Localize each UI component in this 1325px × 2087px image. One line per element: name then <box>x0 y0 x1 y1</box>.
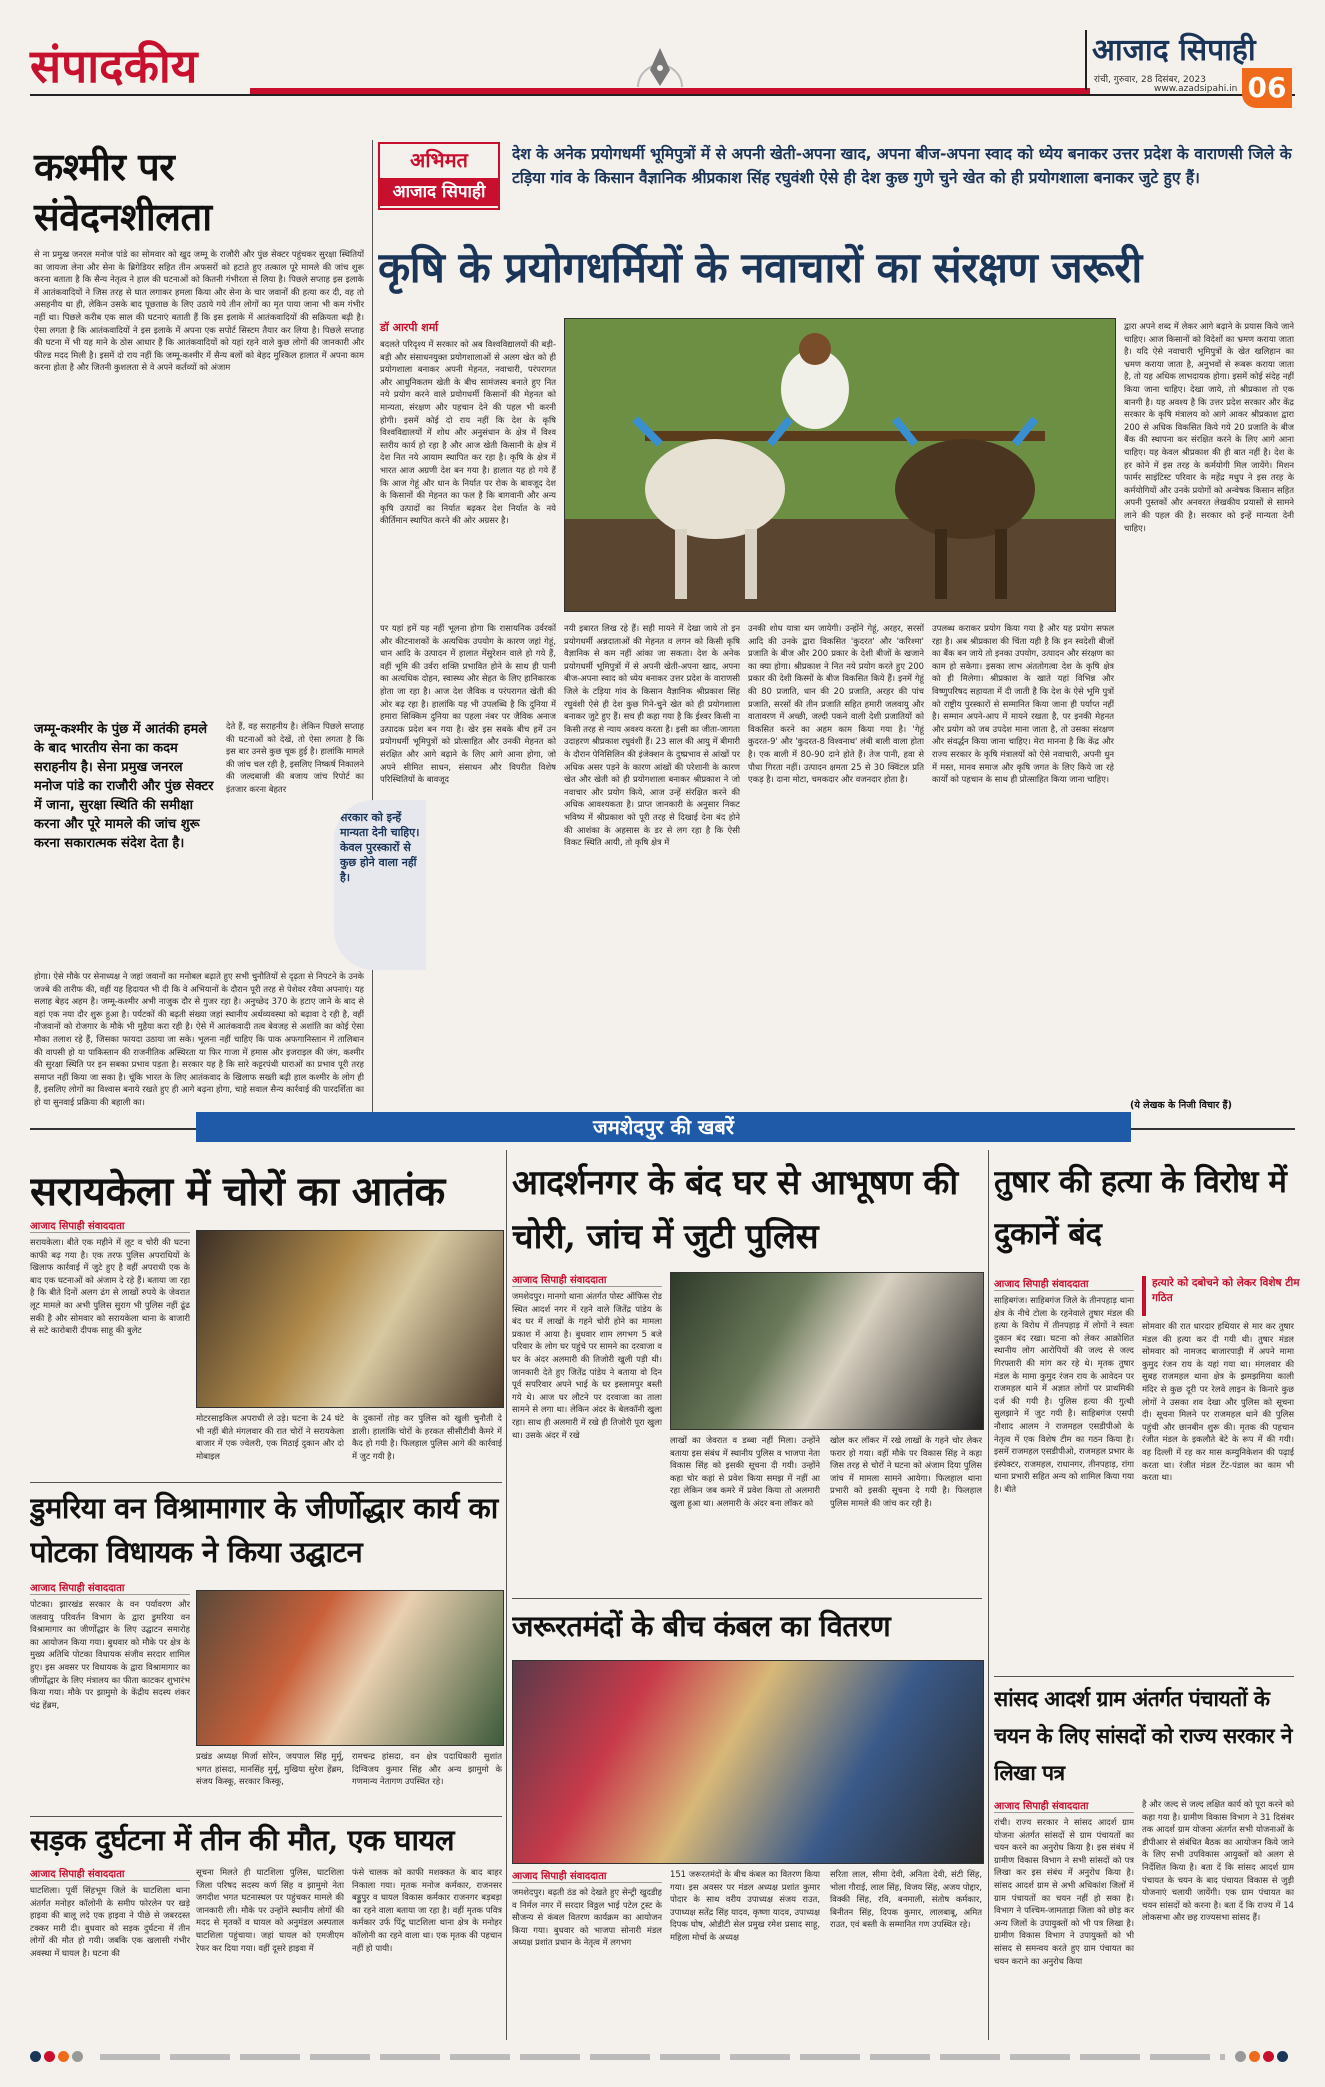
news3-body: घाटशिला। पूर्वी सिंहभूम जिले के घाटशिला थाना अंतर्गत मनोहर कॉलोनी के समीप फोरलेन पर खड़े हाइवा की बालू लदे एक हाइवा ने पीछे से जबरदस्त टक्कर मारी दी। बुधवार को सड़क दुर्घटना में तीन लोगों की मौत हो गयी। जबकि एक खलासी गंभीर अवस्था में घायल है। घटना की <box>30 1885 190 1958</box>
section-title: संपादकीय <box>30 39 198 93</box>
paper-name: आजाद सिपाही <box>1092 33 1256 68</box>
news5-body: जमशेदपुर। बढ़ती ठंड को देखते हुए सेन्ट्री खुदडीह व निर्मल नगर में सरदार विठ्ठल भाई पटेल ट्रस्ट के सौजन्य से कंबल वितरण कार्यक्रम का आयोजन किया गया। बुधवार को भाजपा सोनारी मंडल अध्यक्ष प्रशांत प्रधान के नेतृत्व में लगभग <box>512 1887 662 1948</box>
masthead <box>30 28 1295 118</box>
news2-body: पोटका। झारखंड सरकार के वन पर्यावरण और जलवायु परिवर्तन विभाग के द्वारा डुमरिया वन विश्रामागार का जीर्णोद्धार के लिए उद्घाटन समारोह का आयोजन किया गया। बुधवार को मौके पर क्षेत्र के मुख्य अतिथि पोटका विधायक संजीव सरदार शामिल हुए। इस अवसर पर विधायक के द्वारा विश्रामागार का जीर्णोद्धार के लिए मंत्रालय का फीता काटकर शुभारंभ किया गया। मौके पर झामुमो के केंद्रीय सदस्य शंकर चंद्र हेंब्रम, <box>30 1599 190 1710</box>
news7-byline: आजाद सिपाही संवाददाता <box>994 1798 1134 1813</box>
news2-body2: प्रखंड अध्यक्ष मिर्जा सोरेन, जयपाल सिंह मुर्मू, भगत हांसदा, मानसिंह मुर्मू, मुखिया सुरेश हेंब्रम, संजय किस्कू, सरकार किस्कू, <box>196 1751 344 1787</box>
news7-body2: है और जल्द से जल्द लक्षित कार्य को पूरा करने को कहा गया है। ग्रामीण विकास विभाग ने 31 दिसंबर तक आदर्श ग्राम योजना अंतर्गत सभी योजनाओं के डीपीआर से संबंधित बैठक का आयोजन किये जाने के लिए सभी उपविकास आयुक्तों को अलग से निर्देशित किया है। बता दें कि सांसद आदर्श ग्राम पंचायत के चयन के बाद पंचायत विकास से जुड़ी योजनाएं चलायी जायेंगी। एक ग्राम पंचायत का चयन सांसदों को करना है। बता दें कि राज्य में 14 लोकसभा और छह राज्यसभा सांसद हैं। <box>1142 1799 1294 1923</box>
editorial-title-line2: संवेदनशीलता <box>34 194 212 239</box>
news7-headline: सांसद आदर्श ग्राम अंतर्गत पंचायतों के चयन के लिए सांसदों को राज्य सरकार ने लिखा पत्र <box>994 1686 1293 1785</box>
news6-highlight: हत्यारे को दबोचने को लेकर विशेष टीम गठित <box>1142 1276 1300 1316</box>
news4-body3: खोल कर लॉकर में रखे लाखों के गहने चोर लेकर फरार हो गया। वहीं मौके पर विकास सिंह ने कहा जिस तरह से चोरों ने घटना को अंजाम दिया पुलिस जांच में मामला सामने आयेगा। फिलहाल थाना प्रभारी को इसकी सूचना दे गयी है। फिलहाल पुलिस मामले की जांच कर रही है। <box>830 1435 982 1508</box>
opinion-col1b: पर यहां हमें यह नहीं भूलना होगा कि रासायनिक उर्वरकों और कीटनाशकों के अत्यधिक उपयोग के कारण जहां गेहूं, धान आदि के उत्पादन में हालात मेंसुरेशन वाले हो गये हैं, वहीं भूमि की उर्वरा शक्ति प्रभावित होने के साथ ही पानी का अत्यधिक दोहन, स्वास्थ्य और सेहत के लिए हानिकारक होता जा रहा है। आज देश जैविक व परंपरागत खेती की ओर बढ़ रहा है। हालांकि यह भी उपलब्धि है कि दुनिया में हमारा सिक्किम दुनिया का पहला नंबर पर जैविक अनाज उत्पादक प्रदेश बन गया है। खेर इस सबके बीच हमें उन प्रयोगधर्मी भूमिपुत्रों को प्रोत्साहित और उनकी मेहनत को संरक्षित और आगे बढ़ाने के लिए आगे आना होगा, जो अपने सीमित साधन, संसाधन और विपरीत विशेष परिस्थितियों के बावजूद <box>380 623 556 785</box>
editorial-pullquote: जम्मू-कश्मीर के पुंछ में आतंकी हमले के बाद भारतीय सेना का कदम सराहनीय है। सेना प्रमुख जनरल मनोज पांडे का राजौरी और पुंछ सेक्टर में जाना, सुरक्षा स्थिति की समीक्षा करना और पूरे मामले की जांच शुरू करना सकारात्मक संदेश देता है। <box>34 722 214 851</box>
opinion-tag-bottom: आजाद सिपाही <box>380 178 498 206</box>
news2-body3: रामचन्द्र हांसदा, वन क्षेत्र पदाधिकारी सुशांत दिग्विजय कुमार सिंह और अन्य झामुमो के गणमान्य नेतागण उपस्थित रहे। <box>352 1751 502 1787</box>
news6-body2: सोमवार की रात धारदार हथियार से मार कर तुषार मंडल की हत्या कर दी गयी थी। तुषार मंडल सोमवार को नामजद बाजारपाड़ी में अपने मामा कुमुद रंजन राय के यहां गया था। मंगलवार की सुबह राजमहल थाना क्षेत्र के झमझमिया काली मंदिर से कुछ दूरी पर रेलवे लाइन के किनारे कुछ लोगों ने उसका शव देखा और पुलिस को सूचना दी। सूचना मिलने पर राजमहल थाने की पुलिस पहुंची और छानबीन शुरू की। मृतक की पहचान रंजीत मंडल के इकलौते बेटे के रूप में की गयी। वह दिल्ली में रह कर मास कम्युनिकेशन की पढ़ाई करता था। रंजीत मंडल टेंट-पंडाल का काम भी करता था। <box>1142 1321 1294 1483</box>
news2-divider <box>30 1816 502 1817</box>
editorial-title-line1: कश्मीर पर <box>34 144 175 189</box>
news4-body2: लाखों का जेवरात व डब्बा नहीं मिला। उन्होंने बताया इस संबंध में स्थानीय पुलिस व भाजपा नेता विकास सिंह को इसकी सूचना दी गयी। उन्होंने कहा चोर कहां से प्रवेश किया समझ में नहीं आ रहा लेकिन जब कमरे में प्रवेश किया तो अलमारी खुला हुआ था। अलमारी के अंदर बना लॉकर को <box>670 1435 820 1508</box>
editorial <box>30 140 370 1130</box>
editorial-body-1: से ना प्रमुख जनरल मनोज पांडे का सोमवार को खुद जम्मू के राजौरी और पुंछ सेक्टर पहुंचकर सुरक्षा स्थितियों का जायजा लेना और सेना के ब्रिगेडियर सहित तीन अफसरों को हटाते हुए तत्काल पूरे मामले की जांच शुरू करना बताता है कि सैन्य नेतृत्व ने हाल की घटनाओं को कितनी गंभीरता से लिया है। पिछले सप्ताह इस इलाके में आतंकवादियों ने जिस तरह से घात लगाकर हमला किया और सेना के चार जवानों की हत्या कर दी, वह तो असहनीय था ही, लेकिन उसके बाद पूछताछ के लिए उठाये गये तीन लोगों का मृत पाया जाना भी कम गंभीर नहीं था। पिछले करीब एक साल की घटनाएं बताती हैं कि इस इलाके में आतंकवादियों की सक्रियता बढ़ी है। ऐसा लगता है कि आतंकवादियों ने इस इलाके में अपना एक सपोर्ट सिस्टम तैयार कर लिया है। पिछले सप्ताह की घटना में भी यह माने के ठोस आधार हैं कि आतंकवादियों को यहां रहने वाले कुछ लोगों की जानकारी और फील्ड मदद मिली है। इसमें दो राय नहीं कि जम्मू-कश्मीर में सैन्य बलों को बेहद मुश्किल हालात में अपना काम करना होता है और जितनी कुशलता से वे अपने कर्तव्यों को अंजाम <box>34 249 364 373</box>
news1-headline: सरायकेला में चोरों का आतंक <box>30 1168 445 1215</box>
news1-body3: के दुकानों तोड़ कर पुलिस को खुली चुनौती दे डाली। हालांकि चोरों के हरकत सीसीटीवी कैमरे में कैद हो गयी है। फिलहाल पुलिस आगे की कार्रवाई में जुट गयी है। <box>352 1413 502 1461</box>
news3-body2: सूचना मिलते ही घाटशिला पुलिस, घाटशिला जिला परिषद सदस्य कर्ण सिंह व झामुमो नेता जगदीश भगत घटनास्थल पर पहुंचकर मामले की जानकारी ली। मौके पर उन्होंने स्थानीय लोगों की मदद से मृतकों व घायल को अनुमंडल अस्पताल घाटशिला पहुंचाया। जहां घायल को एमजीएम रेफर कर दिया गया। वहीं दूसरे हाइवा में <box>196 1867 344 1953</box>
page-number-badge: 06 <box>1242 68 1292 108</box>
footer-dots-left <box>30 2051 83 2062</box>
news6-divider <box>994 1676 1294 1677</box>
editorial-body-narrow: देते हैं, वह सराहनीय है। लेकिन पिछले सप्ताह की घटनाओं को देखें, तो ऐसा लगता है कि इस बार उनसे कुछ चूक हुई है। हालांकि मामले की जांच चल रही है, इसलिए निष्कर्ष निकालने की जल्दबाजी की बजाय जांच रिपोर्ट का इंतजार करना बेहतर <box>226 721 364 794</box>
news5-photo <box>512 1660 984 1864</box>
news1-body: सरायकेला। बीते एक महीने में लूट व चोरी की घटना काफी बढ़ गया है। एक तरफ पुलिस अपराधियों के खिलाफ कार्रवाई में जुटे हुए है वहीं अपराधी एक के बाद एक घटनाओं को अंजाम दे रहे हैं। बताया जा रहा है कि बीते दिनों अलग ढंग से लाखों रुपये के जेवरात लूट मामले का अभी पुलिस सुराग भी पुलिस नहीं ढूंढ सकी है और सोमवार को सरायकेला थाना के बाजारी से सटे कारोबारी दीपक साहू की बुलेट <box>30 1237 190 1336</box>
opinion-intro: देश के अनेक प्रयोगधर्मी भूमिपुत्रों में से अपनी खेती-अपना खाद, अपना बीज-अपना स्वाद को ध्येय बनाकर उत्तर प्रदेश के वाराणसी जिले के टड़िया गांव के किसान वैज्ञानिक श्रीप्रकाश सिंह रघुवंशी ऐसे ही देश कुछ गुणे चुने खेत को ही प्रयोगशाला बनाकर जुटे हुए हैं। <box>512 145 1292 187</box>
opinion-col4: उपलब्ध कराकर प्रयोग किया गया है और यह प्रयोग सफल रहा है। अब श्रीप्रकाश की चिंता यही है कि इन स्वदेशी बीजों का बैंक बन जाये तो इनका उपयोग, उत्पादन और संरक्षण का काम हो सकेगा। इसका लाभ अंततोगत्वा देश के कृषि क्षेत्र को ही मिलेगा। श्रीप्रकाश के खाते यहां विभिन्न और विष्णुपरिषद सहायता में दी जाती है कि देश के ऐसे भूमि पुत्रों को राष्ट्रीय पुरस्कारों से सम्मानित किया जाना ही पर्याप्त नहीं है। सम्मान अपने-आप में मायने रखता है, पर इनकी मेहनत और प्रयोग को जब उपदेश माना जाता है, तो उसका संरक्षण और संवर्द्धन किया जाना चाहिए। मेरा मानना है कि केंद्र और राज्य सरकार के कृषि मंत्रालयों को ऐसे नवाचारी, अपनी धुन में मस्त, मानव समाज और कृषि जगत के लिए किये जा रहे कार्यों को पहचान के साथ ही प्रोत्साहित किया जाना चाहिए। <box>932 623 1114 785</box>
opinion-col3: उनकी शोध यात्रा थम जायेगी। उन्होंने गेहूं, अरहर, सरसों आदि की उनके द्वारा विकसित 'कुदरत' और 'करिश्मा' प्रजाति के बीज और 200 प्रकार के देशी बीजों के खजाने का क्या होगा। श्रीप्रकाश ने नित नये प्रयोग करते हुए 200 प्रकार की देशी किस्मों के बीज विकसित किये हैं। इनमें गेहूं की 80 प्रजाति, धान की 20 प्रजाति, अरहर की पांच प्रजाति, सरसों की तीन प्रजाति सहित हमारी जलवायु और वातावरण में अच्छी, जल्दी पकने वाली देशी प्रजातियों को विकसित करने का अहम काम किया गया है। 'गेहूं कुदरत-9' और 'कुदरत-8 विश्वनाथ' लंबी बाली वाला होता है। एक बाली में 80-90 दाने होते हैं। तेज पानी, हवा से पौधा गिरता नहीं। उत्पादन क्षमता 25 से 30 क्विंटल प्रति एकड़ है। दाना मोटा, चमकदार और वजनदार होता है। <box>748 623 924 785</box>
website[interactable]: www.azadsipahi.in <box>1154 84 1238 94</box>
opinion-sidequote: सरकार को इन्हें मान्यता देनी चाहिए। केवल पुरस्कारों से कुछ होने वाला नहीं है। <box>334 800 426 970</box>
footer-dots-right <box>1235 2051 1288 2062</box>
news7-body: रांची। राज्य सरकार ने सांसद आदर्श ग्राम योजना अंतर्गत सांसदों से ग्राम पंचायतों का चयन करने का अनुरोध किया है। इस संबंध में ग्रामीण विकास विभाग ने सभी सांसदों को पत्र लिखा कर इस संबंध में अनुरोध किया है। सांसद आदर्श ग्राम से अभी अधिकांश जिलों में ग्राम पंचायतों का चयन नहीं हो सका है। विभाग ने पश्चिम-जामताड़ा जिला को छोड़ कर अन्य जिलों के उपायुक्तों को भी पत्र लिखा है। ग्रामीण विकास विभाग ने उपायुक्तों को भी सांसद से समन्वय करते हुए ग्राम पंचायत का चयन कराने का अनुरोध किया <box>994 1817 1134 1966</box>
opinion-col1: बदलते परिदृश्य में सरकार को अब विश्वविद्यालयों की बड़ी-बड़ी और संसाधनयुक्त प्रयोगशालाओं से अलग खेत को ही प्रयोगशाला बनाकर अपनी मेहनत, नवाचारी, परंपरागत और आधुनिकतम खेती के बीच सामंजस्य बनाते हुए नित नये प्रयोग करने वाले प्रयोगधर्मी किसानों की मेहनत को मान्यता, संरक्षण और पहचान देने की पहल भी करनी होगी। इसमें कोई दो राय नहीं कि देश के कृषि विश्वविद्यालयों में शोध और अनुसंधान के क्षेत्र में विश्व स्तरीय कार्य हो रहा है और आज खेती किसानी के क्षेत्र में देश नित नये आयाम स्थापित कर रहा है। कृषि के क्षेत्र में भारत आज अग्रणी देश बन गया है। हालात यह हो गये हैं कि आज गेहूं और धान के निर्यात पर रोक के बावजूद देश के किसानों की मेहनत का फल है कि बागवानी और अन्य कृषि उत्पादों का निर्यात बढ़कर देश निर्यात के नये कीर्तिमान स्थापित करने की ओर अग्रसर है। <box>380 339 556 526</box>
news6-byline: आजाद सिपाही संवाददाता <box>994 1276 1134 1291</box>
news1-divider <box>30 1482 502 1483</box>
news5-body2: 151 जरूरतमंदों के बीच कंबल का वितरण किया गया। इस अवसर पर मंडल अध्यक्ष प्रशांत कुमार पोदार के साथ वरीय उपाध्यक्ष संजय राउत, उपाध्यक्ष सतेंद्र सिंह यादव, कृष्णा यादव, उपाध्यक्ष दिपक घोष, ओडीटी सेल प्रमुख रमेश प्रसाद साहू, महिला मोर्चा के अध्यक्ष <box>670 1869 820 1942</box>
opinion-author: डॉ आरपी शर्मा <box>380 321 439 334</box>
masthead-rule <box>30 94 1295 96</box>
news4-byline: आजाद सिपाही संवाददाता <box>512 1272 662 1287</box>
editorial-body-2: होगा। ऐसे मौके पर सेनाध्यक्ष ने जहां जवानों का मनोबल बढ़ाते हुए सभी चुनौतियों से दृढ़ता से निपटने के उनके जज्बे की तारीफ की, वहीं यह हिदायत भी दी कि वे अभियानों के दौरान पूरी तरह से पेशेवर रवैया अपनाएं। यह सलाह बेहद अहम है। जम्मू-कश्मीर अभी नाजुक दौर से गुजर रहा है। अनुच्छेद 370 के हटाए जाने के बाद से वहां एक नया दौर शुरू हुआ है। पर्यटकों की बढ़ती संख्या जहां स्थानीय अर्थव्यवस्था को बढ़ावा दे रही है, वहीं नौजवानों को रोजगार के मौके भी मुहैया करा रही है। ऐसे में आतंकवादी तत्व बेवजह से अशांति का कोई ऐसा मौका तलाश रहे हैं, जिसका फायदा उठाया जा सके। भूलना नहीं चाहिए कि पाक अफगानिस्तान में तालिबान की वापसी हो या पाकिस्तान की राजनीतिक अस्थिरता या फिर गाजा में हमास और इजराइल की जंग, कश्मीर की सुरक्षा स्थिति पर इन सबका प्रभाव पड़ता है। सरकार यह है कि सारे कट्टरपंथी धाराओं का प्रभाव पूरी तरह समाप्त नहीं किया जा सका है। चूंकि भारत के लिए आतंकवाद के खिलाफ सख्ती बढ़ी हाल कश्मीर के लोग ही हैं, इसलिए लोगों का विश्वास बनाये रखते हुए ही आगे बढ़ना होगा, चाहे सवाल सैन्य कार्रवाई की पारदर्शिता का हो या सुनवाई प्रक्रिया की बहाली का। <box>34 971 364 1107</box>
news1-body2: मोटरसाइकिल अपराधी ले उड़े। घटना के 24 घंटे भी नहीं बीते मंगलवार की रात चोरों ने सरायकेला बाजार में एक ज्वेलरी, एक मिठाई दुकान और दो मोबाइल <box>196 1413 344 1461</box>
opinion-col2: नयी इबारत लिख रहे हैं। सही मायने में देखा जाये तो इन प्रयोगधर्मी अन्नदाताओं की मेहनत व लगन को किसी कृषि वैज्ञानिक से कम नहीं आंका जा सकता। देश के अनेक प्रयोगधर्मी भूमिपुत्रों में से अपनी खेती-अपना खाद, अपना बीज-अपना स्वाद को ध्येय बनाकर उत्तर प्रदेश के वाराणसी जिले के टड़िया गांव के किसान वैज्ञानिक श्रीप्रकाश सिंह रघुवंशी ऐसे ही देश कुछ गिने-चुने खेत को ही प्रयोगशाला बनाकर जुटे हुए हैं। सच ही कहा गया है कि ईश्वर किसी ना किसी तरह से न्याय अवश्य करता है। इसी का जीता-जागता उदाहरण श्रीप्रकाश रघुवंशी हैं। 23 साल की आयु में बीमारी के दौरान पेनिसिलिन की इंजेक्शन के दुष्प्रभाव से आंखों पर अधिक असर पड़ने के कारण आंखों की परेशानी के कारण खेत और खेती को ही प्रयोगशाला बनाकर श्रीप्रकाश ने जो नवाचार और प्रयोग किये, आज उन्हें संरक्षित करने की अधिक आवश्यकता है। प्राप्त जानकारी के अनुसार निकट भविष्य में श्रीप्रकाश को पूरी तरह से दिखाई देना बंद होने की आशंका के अहसास के डर से लग रहा है कि ऐसी विकट स्थिति आयी, तो कृषि क्षेत्र में <box>564 623 740 848</box>
news4-divider <box>512 1598 982 1599</box>
column-divider-2 <box>506 1150 507 2040</box>
farmer-photo <box>564 318 1116 612</box>
news1-byline: आजाद सिपाही संवाददाता <box>30 1218 190 1233</box>
news2-photo <box>196 1590 504 1746</box>
news3-byline: आजाद सिपाही संवाददाता <box>30 1866 190 1881</box>
news4-body: जमशेदपुर। मानगो थाना अंतर्गत पोस्ट ऑफिस रोड स्थित आदर्श नगर में रहने वाले जितेंद्र पांडेय के बंद घर में लाखों के गहने चोरी होने का मामला प्रकाश में आया है। बुधवार शाम लगभग 5 बजे परिवार के लोग घर पहुंचे पर सामने का दरवाजा व घर के अंदर अलमारी की तिजोरी खुली पड़ी थी। जानकारी देते हुए जितेंद्र पांडेय ने बताया वो दिन पूर्व सपरिवार अपने भाई के घर इस्लामपुर बस्ती गये थे। आज घर लौटने पर दरवाजा का ताला सामने से लगा था। लेकिन अंदर के बेलकॉनी खुला रहा। साथ ही अलमारी में रखे ही तिजोरी पूरा खुला था। उसके अंदर में रखे <box>512 1291 662 1440</box>
pen-nib-icon <box>630 42 690 92</box>
news4-headline: आदर्शनगर के बंद घर से आभूषण की चोरी, जांच में जुटी पुलिस <box>512 1163 958 1257</box>
news4-photo <box>670 1272 984 1430</box>
dateline: रांची, गुरुवार, 28 दिसंबर, 2023 <box>1094 75 1206 85</box>
opinion-headline: कृषि के प्रयोगधर्मियों के नवाचारों का संरक्षण जरूरी <box>378 243 1142 292</box>
footer-stripe <box>100 2054 1225 2060</box>
footer-bar <box>30 2050 1295 2064</box>
news5-headline: जरूरतमंदों के बीच कंबल का वितरण <box>512 1609 891 1643</box>
column-divider <box>372 140 373 1130</box>
news3-body3: फंसे चालक को काफी मशक्कत के बाद बाहर निकाला गया। मृतक मनोज कर्मकार, राजनसर बड्डुपुर व घायल विकास कर्मकार राजनगर बड़बड़ा का रहने वाला बताया जा रहा है। वहीं मृतक पवित्र कर्मकार उर्फ पिंटू घाटशिला थाना क्षेत्र के मनोहर कॉलोनी का रहने वाला था। एक मृतक की पहचान नहीं हो पायी। <box>352 1867 502 1953</box>
opinion-tag-top: अभिमत <box>410 148 468 172</box>
news6-headline: तुषार की हत्या के विरोध में दुकानें बंद <box>994 1164 1287 1252</box>
opinion-tag <box>378 142 500 210</box>
column-divider-3 <box>988 1150 989 2040</box>
news3-headline: सड़क दुर्घटना में तीन की मौत, एक घायल <box>30 1823 455 1857</box>
news1-photo <box>196 1230 504 1408</box>
news6-body: साहिबगंज। साहिबगंज जिले के तीनपहाड़ थाना क्षेत्र के नीचे टोला के रहनेवाले तुषार मंडल की हत्या के विरोध में तीनपहाड़ में लोगों ने स्वतः दुकान बंद रखा। घटना को लेकर आक्रोशित स्थानीय लोग आरोपियों की जल्द से जल्द गिरफ्तारी की मांग कर रहे थे। मृतक तुषार मंडल के मामा कुमुद रंजन राय के आवेदन पर राजमहल थाने में अज्ञात लोगों पर प्राथमिकी दर्ज की गयी है। पुलिस हत्या की गुत्थी सुलझाने में जुट गयी है। साहिबगंज एसपी नौशाद आलम ने राजमहल एसडीपीओ के नेतृत्व में एक विशेष टीम का गठन किया है। इसमें राजमहल एसडीपीओ, राजमहल प्रभार के इंस्पेक्टर, राजमहल, राधानगर, तीनपहाड़, रांगा थाना प्रभारी सहित अन्य को शामिल किया गया है। बीते <box>994 1295 1134 1494</box>
news5-body3: सरिता लाल, सीमा देवी, अनिता देवी, संटी सिंह, भोला गौराई, लाल सिंह, विजय सिंह, अजय पोद्दार, विक्की सिंह, रवि, बनमाली, संतोष कर्मकार, बिनीतन सिंह, दिपक कुमार, लालबाबू, अमित राउत, एवं बस्ती के सम्मानित गण उपस्थित रहे। <box>830 1869 982 1930</box>
news5-byline: आजाद सिपाही संवाददाता <box>512 1868 662 1883</box>
news2-byline: आजाद सिपाही संवाददाता <box>30 1580 190 1595</box>
news2-headline: डुमरिया वन विश्रामागार के जीर्णोद्धार कार्य का पोटका विधायक ने किया उद्घाटन <box>30 1491 498 1569</box>
section-banner: जमशेदपुर की खबरें <box>196 1112 1131 1142</box>
opinion-col5: द्वारा अपने शब्द में लेकर आगे बढ़ाने के प्रयास किये जाने चाहिए। आज किसानों को विदेशों का भ्रमण कराया जाता है। यदि ऐसे नवाचारी भूमिपुत्रों के खेत खलिहान का भ्रमण कराया जाता है, अनुभवों से रूबरू कराया जाता है, तो यह अधिक लाभदायक होगा। इसमें कोई संदेह नहीं किया जाना चाहिए। देखा जाये, तो श्रीप्रकाश तो एक बानगी है। यह अवश्य है कि उत्तर प्रदेश सरकार और केंद्र सरकार के कृषि मंत्रालय को आगे आकर श्रीप्रकाश द्वारा 200 से अधिक विकसित किये गये 20 प्रजाति के बीज बैंक की स्थापना कर संरक्षित करने के लिए आगे आना चाहिए। यह केवल श्रीप्रकाश की ही बात नहीं है। देश के हर कोने में इस तरह के कर्मयोगी मिल जायेंगे। मिशन फार्मर साइंटिस्ट परिवार के महेंद्र मधुप ने इस तरह के कर्मयोगियों और उनके प्रयोगों को अन्वेषक किसान सहित अपनी पुस्तकों और अनवरत लेखकीय प्रयासों से सामने लाने की पहल की है। सरकार को इन्हें मान्यता देनी चाहिए। <box>1124 321 1294 533</box>
masthead-divider <box>1085 30 1087 90</box>
opinion-disclaimer: (ये लेखक के निजी विचार हैं) <box>1130 1100 1232 1111</box>
